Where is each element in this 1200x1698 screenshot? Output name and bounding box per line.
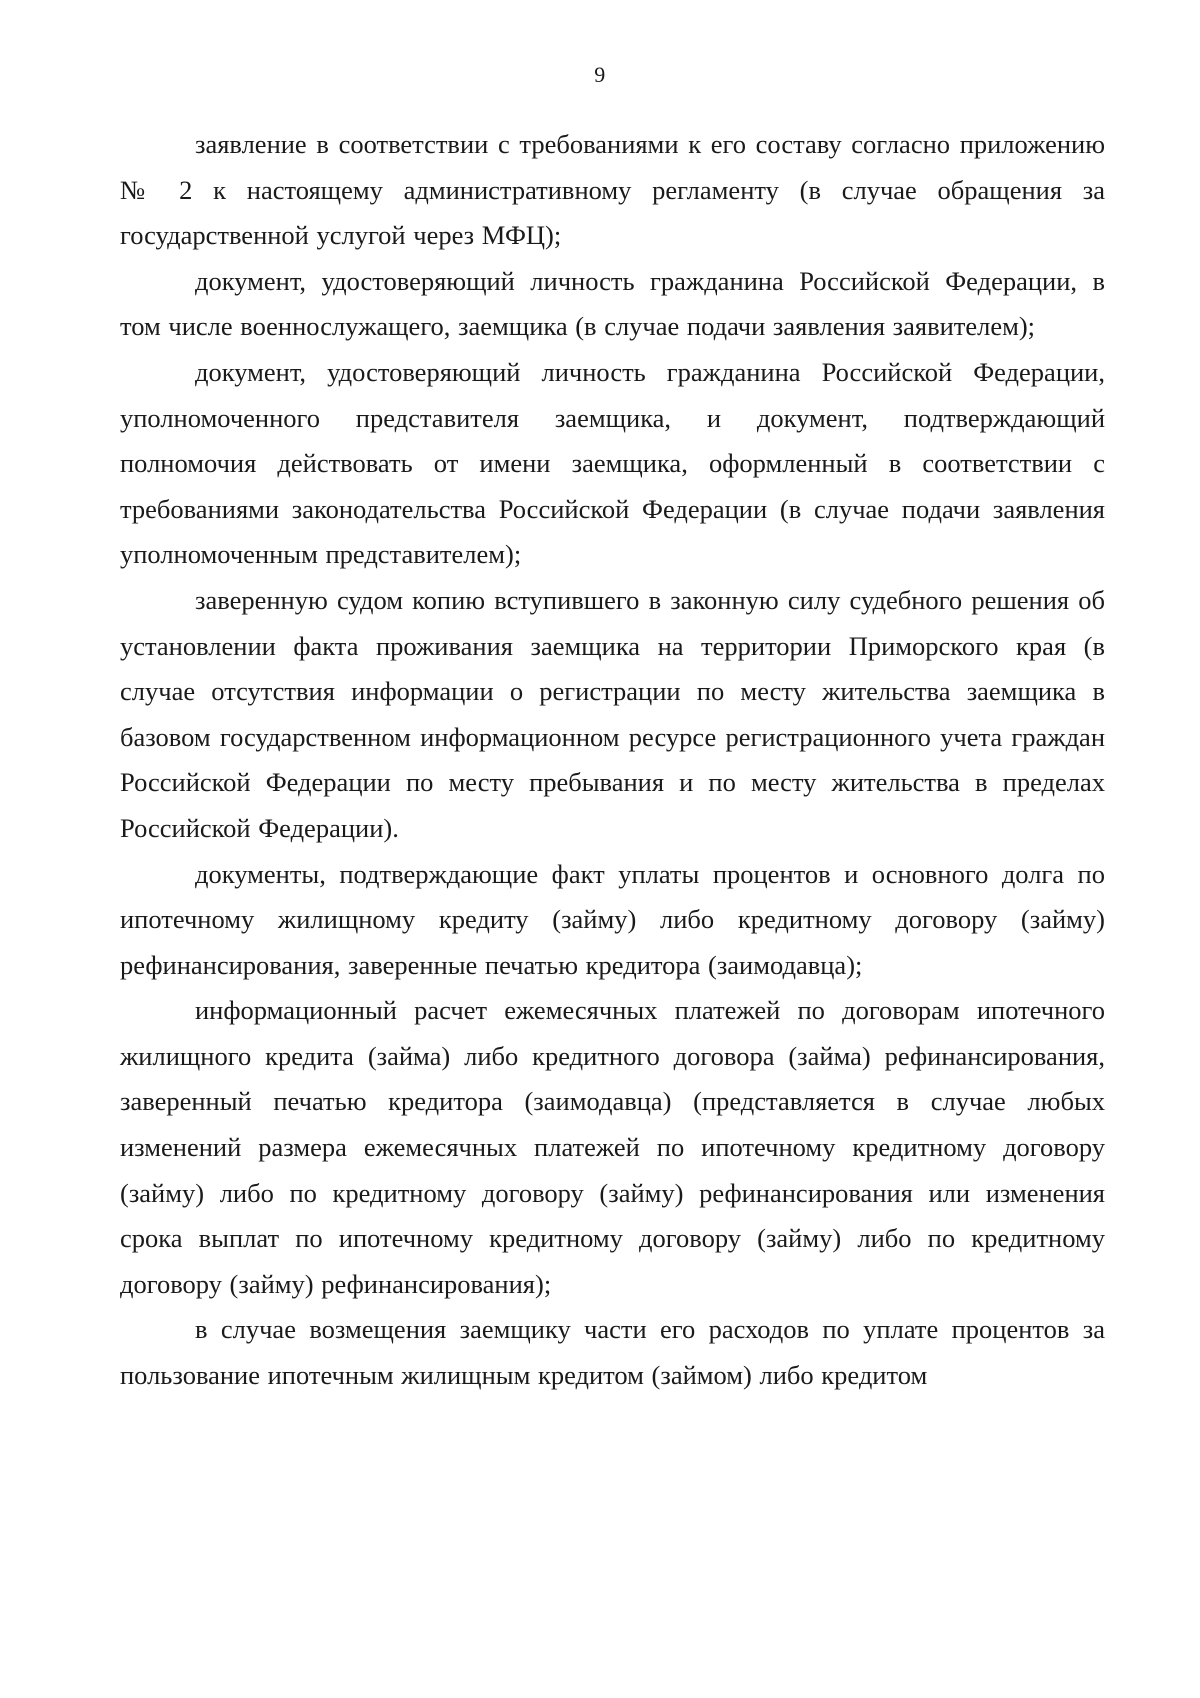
paragraph-identity-document-borrower: документ, удостоверяющий личность гражданина Российской Федерации, в том числе военнослужащего, заемщика (в случае подачи заявления заявителем); (120, 265, 1105, 342)
document-body (120, 122, 1105, 1399)
paragraph-court-decision-copy: заверенную судом копию вступившего в законную силу судебного решения об установлении факта проживания заемщика на территории Приморского края (в случае отсутствия информации о регистрации по месту жительства заемщика в базовом государственном информационном ресурсе регистрационного учета граждан Российской Федерации по месту пребывания и по месту жительства в пределах Российской Федерации). (120, 584, 1105, 843)
paragraph-reimbursement-case: в случае возмещения заемщику части его расходов по уплате процентов за пользование ипотечным жилищным кредитом (займом) либо кредитом (120, 1314, 1105, 1391)
paragraph-identity-document-representative: документ, удостоверяющий личность гражданина Российской Федерации, уполномоченного представителя заемщика, и документ, подтверждающий полномочия действовать от имени заемщика, оформленный в соответствии с требованиями законодательства Российской Федерации (в случае подачи заявления уполномоченным представителем); (120, 356, 1105, 570)
paragraph-application: заявление в соответствии с требованиями к его составу согласно приложению № 2 к настоящему административному регламенту (в случае обращения за государственной услугой через МФЦ); (120, 129, 1105, 251)
paragraph-payment-schedule: информационный расчет ежемесячных платежей по договорам ипотечного жилищного кредита (займа) либо кредитного договора (займа) рефинансирования, заверенный печатью кредитора (заимодавца) (представляется в случае любых изменений размера ежемесячных платежей по ипотечному кредитному договору (займу) либо по кредитному договору (займу) рефинансирования или изменения срока выплат по ипотечному кредитному договору (займу) либо по кредитному договору (займу) рефинансирования); (120, 995, 1105, 1299)
paragraph-payment-confirmation: документы, подтверждающие факт уплаты процентов и основного долга по ипотечному жилищному кредиту (займу) либо кредитному договору (займу) рефинансирования, заверенные печатью кредитора (заимодавца); (120, 858, 1105, 980)
page-number: 9 (594, 62, 606, 87)
